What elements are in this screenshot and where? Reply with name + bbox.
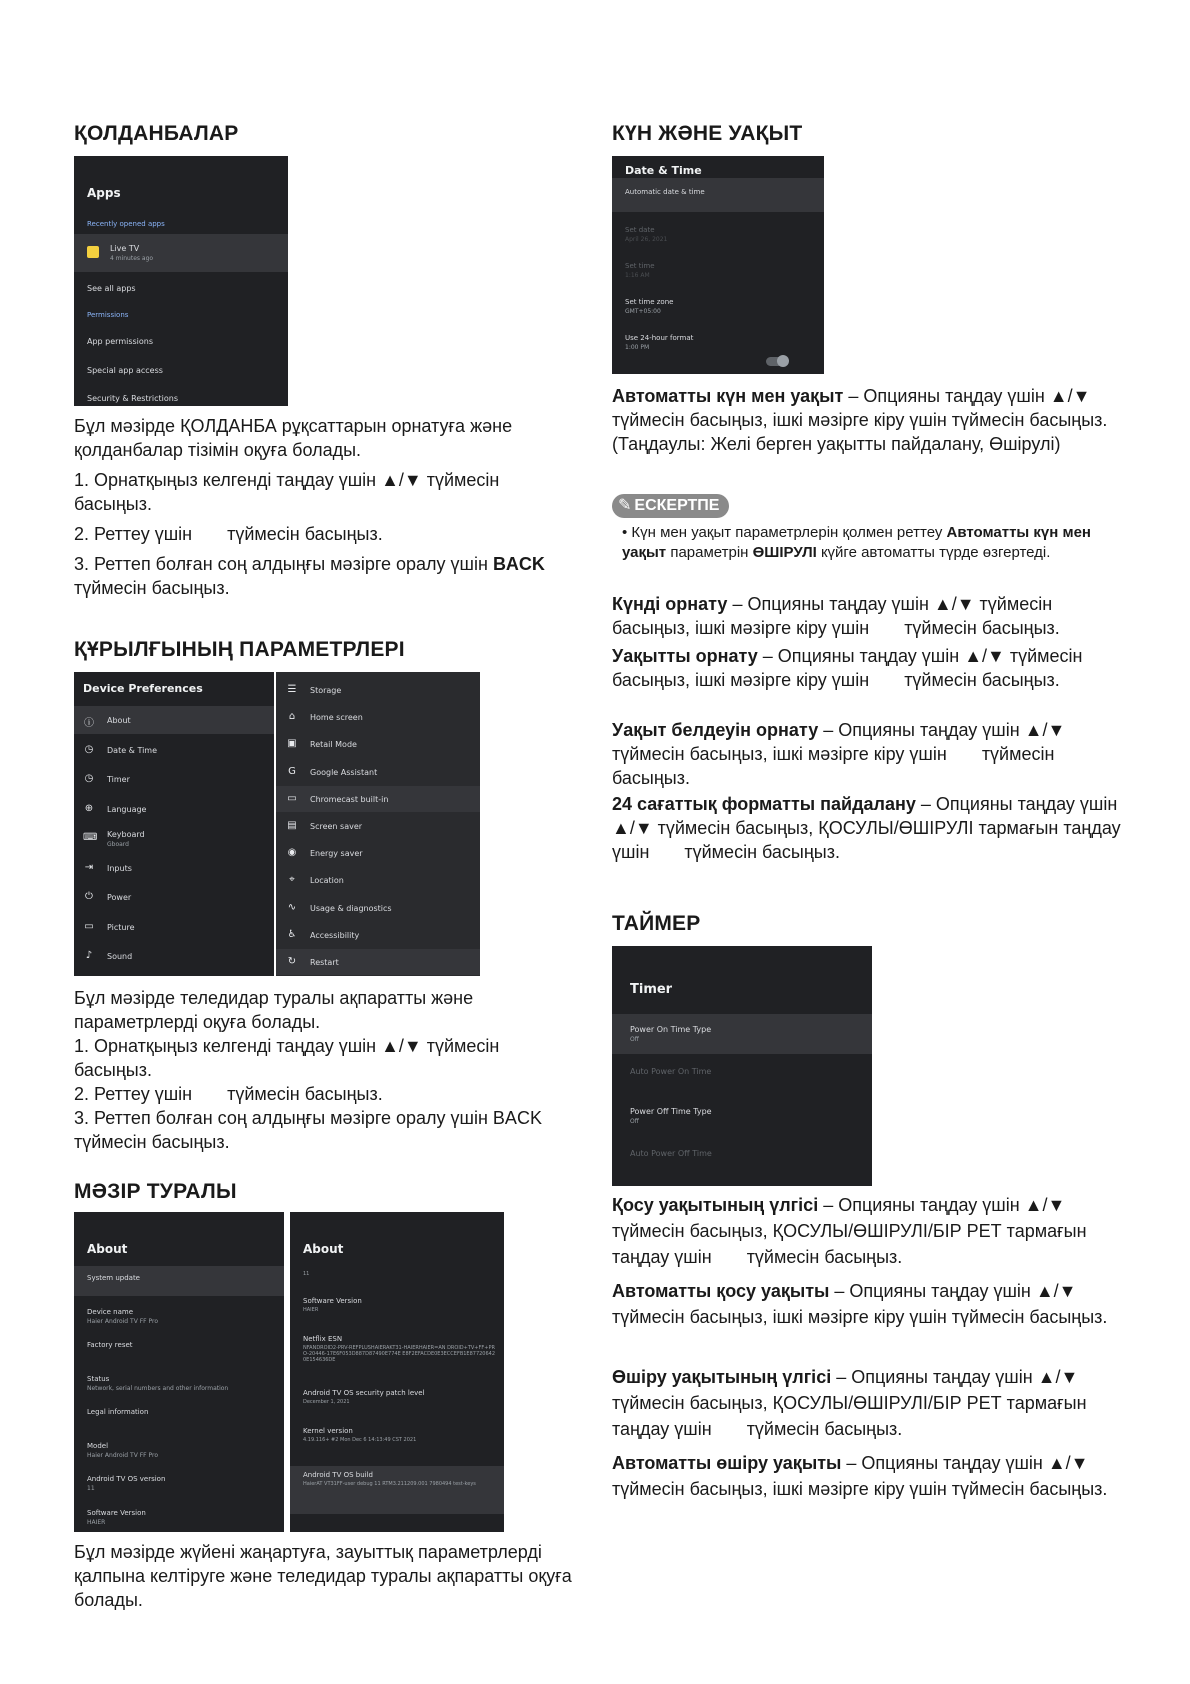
device-prefs-title: Device Preferences <box>83 682 203 695</box>
about-item-label: Software Version <box>87 1508 146 1517</box>
datetime-item-label: Set date <box>625 226 655 234</box>
about-detail-item <box>290 1292 504 1322</box>
timer-item[interactable] <box>612 1014 872 1054</box>
about-detail-sub: NFANDROID2-PRV-REFPLUSHAIERAKT31-HAIERHAIER=AN DROID+TV+FF+PRO-20446-17E6F053D887D87490E774E E8F2EFACDE0E3ECCEFB1E877206420E154636DE <box>303 1345 496 1363</box>
about-detail-sub: 4.19.116+ #2 Mon Dec 6 14:13:49 CST 2021 <box>303 1437 417 1443</box>
set-time-desc: Уақытты орнату – Опцияны таңдау үшін ▲/▼ түймесін басыңыз, ішкі мәзірге кіру үшін түймесін басыңыз. <box>612 646 1088 690</box>
device-pref-icon: ⊕ <box>84 802 94 814</box>
about-item-sub: Haier Android TV FF Pro <box>87 1317 159 1325</box>
pencil-icon: ✎ <box>618 497 632 514</box>
device-pref-more-icon: ⌂ <box>288 711 296 723</box>
24h-format-desc: 24 сағаттық форматты пайдалану – Опцияны таңдау үшін ▲/▼ түймесін басыңыз, ҚОСУЛЫ/ӨШІРУЛІ тармағын таңдау үшін түймесін басыңыз. <box>612 794 1126 862</box>
datetime-item <box>612 254 824 288</box>
power-off-type-desc: Өшіру уақытының үлгісі – Опцияны таңдау үшін ▲/▼ түймесін басыңыз, ҚОСУЛЫ/ӨШІРУЛІ/БІР РЕТ тармағын таңдау үшін түймесін басыңыз. <box>612 1367 1092 1439</box>
about-detail-sub: HaierAT VT31FF-user debug 11 RTM3.211209.001 7980494 test-keys <box>303 1481 476 1487</box>
device-prefs-screen-right <box>276 672 480 976</box>
live-tv-label: Live TV <box>110 244 140 253</box>
device-pref-more-item[interactable] <box>276 840 480 866</box>
permissions-label: Permissions <box>87 311 129 319</box>
timer-item-label: Auto Power Off Time <box>630 1149 712 1158</box>
apps-step1: 1. Орнатқыңыз келгенді таңдау үшін ▲/▼ түймесін басыңыз. <box>74 470 500 514</box>
timer-item[interactable] <box>612 1096 872 1136</box>
about-item[interactable] <box>74 1434 284 1464</box>
device-pref-icon: ◷ <box>84 773 94 784</box>
note-badge: ✎ ЕСКЕРТПЕ <box>612 494 729 518</box>
device-pref-more-item[interactable] <box>276 759 480 785</box>
device-pref-more-label: Chromecast built-in <box>310 794 389 804</box>
about-item-label: Device name <box>87 1307 134 1316</box>
device-pref-more-icon: ▣ <box>287 738 297 750</box>
device-pref-more-item[interactable] <box>276 677 480 703</box>
device-pref-more-item[interactable] <box>276 731 480 757</box>
about-detail-label: Netflix ESN <box>303 1335 343 1343</box>
timer-heading: ТАЙМЕР <box>612 912 701 935</box>
device-pref-more-icon: ∿ <box>287 901 297 913</box>
special-app-access[interactable]: Special app access <box>87 366 163 375</box>
device-pref-more-icon: G <box>288 765 296 777</box>
device-pref-icon: ⌨ <box>83 832 98 843</box>
timer-item <box>612 1056 872 1096</box>
about-item-label: Legal information <box>87 1408 149 1416</box>
about-item-sub: 11 <box>87 1485 95 1492</box>
device-pref-more-icon: ♿ <box>287 928 297 940</box>
datetime-title: Date & Time <box>625 164 702 177</box>
about-detail-item <box>290 1466 504 1514</box>
device-pref-more-icon: ▭ <box>287 792 297 804</box>
about-item[interactable] <box>74 1467 284 1497</box>
device-pref-item[interactable] <box>74 854 274 882</box>
about-item-sub: Network, serial numbers and other information <box>87 1384 229 1392</box>
device-pref-icon: ♪ <box>85 950 93 961</box>
see-all-apps[interactable]: See all apps <box>87 284 136 293</box>
device-pref-sub: Gboard <box>107 841 129 848</box>
auto-power-on-desc: Автоматты қосу уақыты – Опцияны таңдау үшін ▲/▼ түймесін басыңыз, ішкі мәзірге кіру үшін түймесін басыңыз. <box>612 1281 1108 1327</box>
about-item[interactable] <box>74 1333 284 1363</box>
datetime-screen <box>612 156 824 374</box>
about-detail-item <box>290 1422 504 1456</box>
datetime-item-sub: 1:16 AM <box>625 272 650 279</box>
device-pref-more-label: Energy saver <box>310 849 363 859</box>
about-item-label: Model <box>87 1441 109 1450</box>
security-restrictions[interactable]: Security & Restrictions <box>87 394 179 403</box>
device-pref-more-label: Google Assistant <box>310 767 378 777</box>
device-pref-more-item[interactable] <box>276 895 480 921</box>
datetime-item[interactable] <box>612 326 824 360</box>
about-item[interactable] <box>74 1400 284 1430</box>
device-pref-item[interactable] <box>74 883 274 911</box>
about-title-left: About <box>87 1242 128 1256</box>
device-pref-label: Timer <box>107 775 130 784</box>
datetime-item[interactable] <box>612 178 824 212</box>
device-pref-more-label: Storage <box>310 686 342 695</box>
device-pref-more-item[interactable] <box>276 922 480 948</box>
timer-item-sub: Off <box>630 1118 639 1125</box>
device-step2: 2. Реттеу үшін түймесін басыңыз. <box>74 1084 383 1104</box>
about-detail-label: Software Version <box>303 1297 362 1305</box>
device-pref-label: Language <box>107 804 147 814</box>
app-permissions[interactable]: App permissions <box>87 337 154 346</box>
device-pref-more-icon: ◉ <box>287 847 297 859</box>
device-pref-more-icon: ⌖ <box>289 874 295 886</box>
datetime-item-sub: GMT+05:00 <box>625 308 661 315</box>
device-pref-label: Keyboard <box>107 830 145 839</box>
device-pref-item[interactable] <box>74 942 274 970</box>
timer-item-sub: Off <box>630 1036 639 1043</box>
about-item-label: Status <box>87 1374 110 1383</box>
datetime-item-sub: 1:00 PM <box>625 344 650 351</box>
device-pref-label: Date & Time <box>107 745 158 755</box>
about-item[interactable] <box>74 1300 284 1330</box>
datetime-item <box>612 218 824 252</box>
about-screen-left <box>74 1212 284 1532</box>
about-detail-item <box>290 1264 504 1286</box>
about-title-right: About <box>303 1242 344 1256</box>
apps-desc: Бұл мәзірде ҚОЛДАНБА рұқсаттарын орнатуға және қолданбалар тізімін оқуға болады. <box>74 416 513 460</box>
about-screen-right <box>290 1212 504 1532</box>
auto-datetime-desc: Автоматты күн мен уақыт – Опцияны таңдау үшін ▲/▼ түймесін басыңыз, ішкі мәзірге кіру үшін түймесін басыңыз. (Таңдаулы: Желі берген уақытты пайдалану, Өшірулі) <box>612 386 1108 454</box>
timer-item-label: Auto Power On Time <box>630 1067 712 1076</box>
apps-screen <box>74 156 288 406</box>
about-detail-sub: 11 <box>303 1271 310 1277</box>
device-pref-item[interactable] <box>74 706 274 734</box>
power-on-type-desc: Қосу уақытының үлгісі – Опцияны таңдау үшін ▲/▼ түймесін басыңыз, ҚОСУЛЫ/ӨШІРУЛІ/БІР РЕТ тармағын таңдау үшін түймесін басыңыз. <box>612 1195 1092 1267</box>
device-pref-more-item[interactable] <box>276 867 480 893</box>
device-pref-label: Picture <box>107 922 135 932</box>
device-pref-more-label: Usage & diagnostics <box>310 903 392 913</box>
device-pref-icon: ▭ <box>84 920 94 932</box>
device-pref-more-icon: ↻ <box>287 956 297 967</box>
recent-apps-label: Recently opened apps <box>87 220 165 228</box>
device-pref-item[interactable] <box>74 824 274 852</box>
about-detail-item <box>290 1384 504 1414</box>
datetime-heading: КҮН ЖӘНЕ УАҚЫТ <box>612 122 803 145</box>
datetime-item-label: Automatic date & time <box>625 188 705 196</box>
about-item[interactable] <box>74 1367 284 1397</box>
device-pref-more-icon: ▤ <box>287 820 297 831</box>
live-tv-icon <box>87 246 99 258</box>
about-detail-item <box>290 1330 504 1376</box>
about-detail-label: Android TV OS build <box>303 1471 373 1479</box>
set-zone-desc: Уақыт белдеуін орнату – Опцияны таңдау үшін ▲/▼ түймесін басыңыз, ішкі мәзірге кіру үшін түймесін басыңыз. <box>612 720 1071 788</box>
about-heading: МӘЗІР ТУРАЛЫ <box>74 1180 237 1203</box>
datetime-item-label: Set time <box>625 262 655 270</box>
device-prefs-screen-left <box>74 672 274 976</box>
device-pref-more-label: Accessibility <box>310 930 360 940</box>
apps-step3: 3. Реттеп болған соң алдыңғы мәзірге оралу үшін BACK түймесін басыңыз. <box>74 554 545 598</box>
about-detail-label: Kernel version <box>303 1427 353 1435</box>
datetime-item-sub: April 26, 2021 <box>625 236 668 243</box>
apps-step2: 2. Реттеу үшін түймесін басыңыз. <box>74 524 383 544</box>
note-text: • Күн мен уақыт параметрлерін қолмен реттеу Автоматты күн мен уақыт параметрін ӨШІРУЛІ күйге автоматты түрде өзгертеді. <box>622 524 1091 561</box>
device-pref-more-label: Restart <box>310 958 339 967</box>
device-step3: 3. Реттеп болған соң алдыңғы мәзірге оралу үшін BACK түймесін басыңыз. <box>74 1108 542 1152</box>
about-detail-sub: December 1, 2021 <box>303 1399 350 1405</box>
about-desc: Бұл мәзірде жүйені жаңартуға, зауыттық параметрлерді қалпына келтіруге және теледидар туралы ақпаратты оқуға болады. <box>74 1542 572 1610</box>
device-pref-more-label: Retail Mode <box>310 740 357 750</box>
device-pref-item[interactable] <box>74 765 274 793</box>
timer-item-label: Power On Time Type <box>630 1025 712 1034</box>
live-tv-sub: 4 minutes ago <box>110 255 154 262</box>
about-item-sub: HAIER <box>87 1518 106 1526</box>
device-pref-icon: ◷ <box>84 743 94 755</box>
device-pref-item[interactable] <box>74 736 274 764</box>
set-date-desc: Күнді орнату – Опцияны таңдау үшін ▲/▼ түймесін басыңыз, ішкі мәзірге кіру үшін түймесін басыңыз. <box>612 594 1060 638</box>
toggle-knob <box>777 355 789 367</box>
device-step1: 1. Орнатқыңыз келгенді таңдау үшін ▲/▼ түймесін басыңыз. <box>74 1036 500 1080</box>
device-pref-label: Inputs <box>107 863 132 873</box>
device-pref-more-label: Home screen <box>310 713 363 723</box>
device-pref-icon: ⇥ <box>84 861 94 873</box>
auto-power-off-desc: Автоматты өшіру уақыты – Опцияны таңдау үшін ▲/▼ түймесін басыңыз, ішкі мәзірге кіру үшін түймесін басыңыз. <box>612 1453 1108 1499</box>
apps-screen-title: Apps <box>87 186 121 200</box>
timer-title: Timer <box>630 982 673 997</box>
about-item-label: System update <box>87 1274 140 1282</box>
device-desc: Бұл мәзірде теледидар туралы ақпаратты және параметрлерді оқуға болады. <box>74 988 474 1032</box>
device-pref-item[interactable] <box>74 913 274 941</box>
about-item-sub: Haier Android TV FF Pro <box>87 1451 159 1459</box>
about-detail-label: Android TV OS security patch level <box>303 1389 425 1397</box>
about-item-label: Android TV OS version <box>87 1475 166 1483</box>
live-tv-item[interactable] <box>74 234 288 272</box>
device-pref-more-icon: ☰ <box>287 684 297 695</box>
device-pref-more-item[interactable] <box>276 786 480 812</box>
about-detail-sub: HAIER <box>303 1307 319 1313</box>
device-pref-more-item[interactable] <box>276 704 480 730</box>
about-item-label: Factory reset <box>87 1341 133 1349</box>
datetime-item-label: Use 24-hour format <box>625 334 694 342</box>
device-pref-label: Power <box>107 893 132 902</box>
24h-toggle[interactable] <box>766 357 788 366</box>
timer-screen <box>612 946 872 1186</box>
device-pref-more-label: Location <box>310 876 344 886</box>
apps-heading: ҚОЛДАНБАЛАР <box>74 122 239 145</box>
device-pref-more-item[interactable] <box>276 949 480 975</box>
timer-item <box>612 1138 872 1178</box>
device-pref-label: About <box>107 716 131 725</box>
device-pref-more-label: Screen saver <box>310 822 363 831</box>
about-item[interactable] <box>74 1266 284 1296</box>
datetime-item[interactable] <box>612 290 824 324</box>
datetime-item-label: Set time zone <box>625 298 674 306</box>
device-pref-item[interactable] <box>74 795 274 823</box>
device-pref-label: Sound <box>107 952 133 961</box>
device-pref-more-item[interactable] <box>276 813 480 839</box>
about-item[interactable] <box>74 1501 284 1531</box>
device-pref-icon: ⓘ <box>84 718 94 729</box>
device-heading: ҚҰРЫЛҒЫНЫҢ ПАРАМЕТРЛЕРІ <box>74 638 405 661</box>
timer-item-label: Power Off Time Type <box>630 1107 712 1116</box>
device-pref-icon: ⏻ <box>85 891 93 902</box>
